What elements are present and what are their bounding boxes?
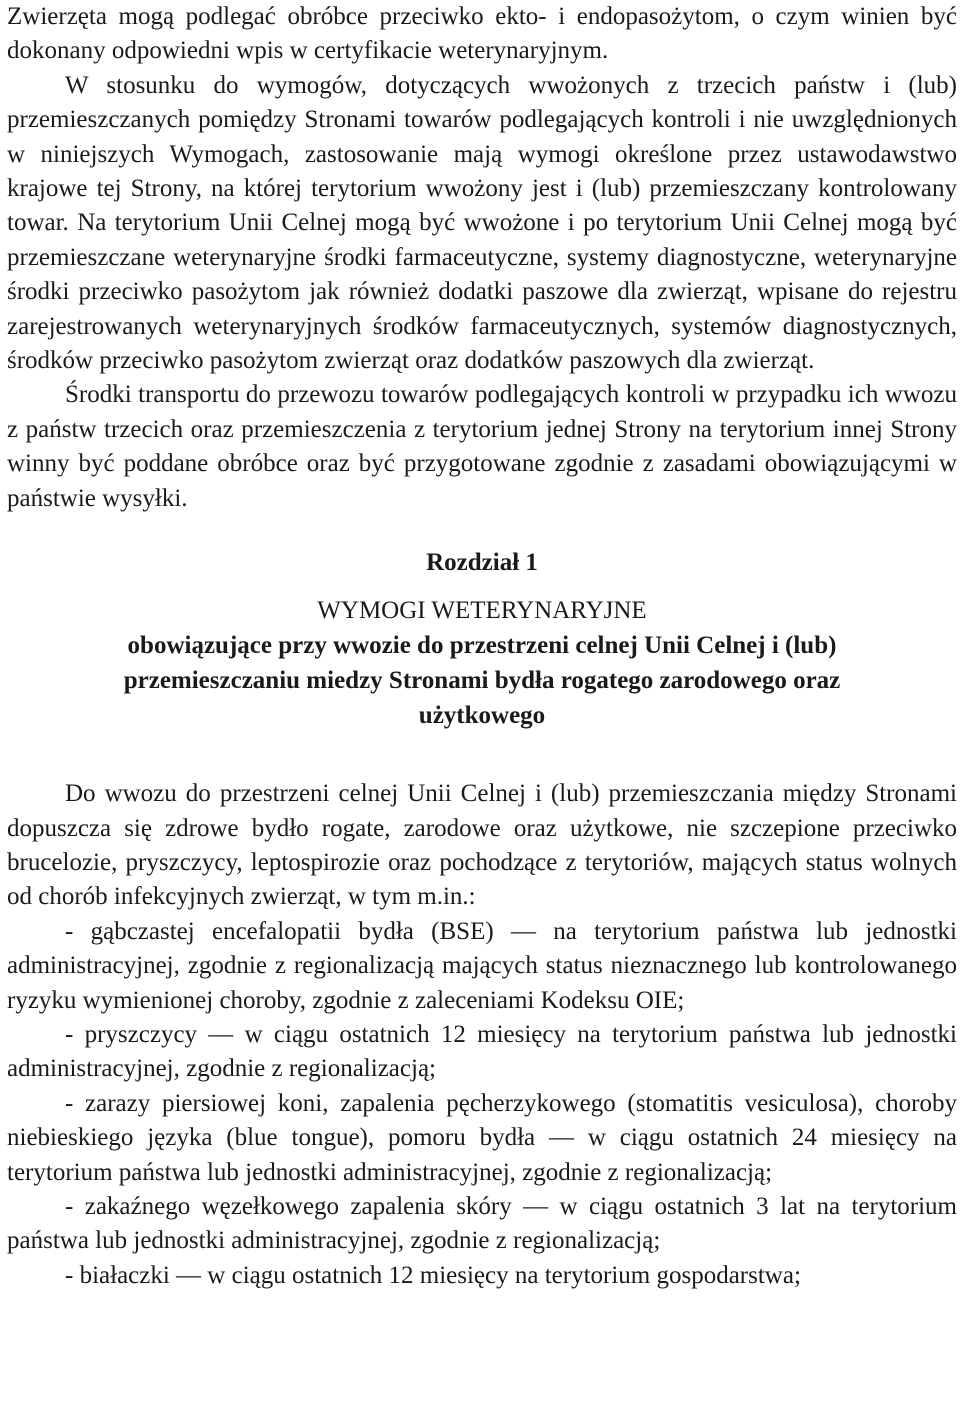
list-item-leukosis: - białaczki — w ciągu ostatnich 12 miesięcy na terytorium gospodarstwa; bbox=[65, 1261, 801, 1289]
list-item-lumpy-skin: - zakaźnego węzełkowego zapalenia skóry — w ciągu ostatnich 3 lat na terytorium państwa lub jednostki administracyjnej, zgodnie z regionalizacją; bbox=[7, 1192, 957, 1255]
list-item-vesicular: - zarazy piersiowej koni, zapalenia pęcherzykowego (stomatitis vesiculosa), choroby niebieskiego języka (blue tongue), pomoru bydła — w ciągu ostatnich 24 miesięcy na terytorium państwa lub jednostki administracyjnej, zgodnie z regionalizacją; bbox=[7, 1089, 957, 1186]
paragraph-admission-conditions: Do wwozu do przestrzeni celnej Unii Celnej i (lub) przemieszczania między Stronami dopuszcza się zdrowe bydło rogate, zarodowe oraz użytkowe, nie szczepione przeciwko brucelozie, pryszczycy, leptospirozie oraz pochodzące z terytoriów, mających status wolnych od chorób infekcyjnych zwierząt, w tym m.in.: bbox=[7, 780, 957, 911]
chapter-heading bbox=[7, 546, 957, 733]
chapter-number: Rozdział 1 bbox=[426, 549, 538, 577]
list-item-bse: - gąbczastej encefalopatii bydła (BSE) — na terytorium państwa lub jednostki administracyjnej, zgodnie z regionalizacją mających status nieznacznego lub kontrolowanego ryzyku wymienionej choroby, zgodnie z zaleceniami Kodeksu OIE; bbox=[7, 917, 957, 1014]
paragraph-transport: Środki transportu do przewozu towarów podlegających kontroli w przypadku ich wwozu z państw trzecich oraz przemieszczenia z terytorium jednej Strony na terytorium innej Strony winny być poddane obróbce oraz być przygotowane zgodnie z zasadami obowiązującymi w państwie wysyłki. bbox=[7, 381, 957, 512]
chapter-title: WYMOGI WETERYNARYJNE bbox=[317, 597, 647, 625]
paragraph-parasites: Zwierzęta mogą podlegać obróbce przeciwko ekto- i endopasożytom, o czym winien być dokonany odpowiedni wpis w certyfikacie weterynaryjnym. bbox=[7, 3, 957, 65]
chapter-subtitle: obowiązujące przy wwozie do przestrzeni celnej Unii Celnej i (lub) przemieszczaniu miedzy Stronami bydła rogatego zarodowego oraz użytkowego bbox=[123, 632, 841, 730]
paragraph-national-requirements: W stosunku do wymogów, dotyczących wwożonych z trzecich państw i (lub) przemieszczanych pomiędzy Stronami towarów podlegających kontroli i nie uwzględnionych w niniejszych Wymogach, zastosowanie mają wymogi określone przez ustawodawstwo krajowe tej Strony, na której terytorium wwożony jest i (lub) przemieszczany kontrolowany towar. Na terytorium Unii Celnej mogą być wwożone i po terytorium Unii Celnej mogą być przemieszczane weterynaryjne środki farmaceutyczne, systemy diagnostyczne, weterynaryjne środki przeciwko pasożytom jak również dodatki paszowe dla zwierząt, wpisane do rejestru zarejestrowanych weterynaryjnych środków farmaceutycznych, systemów diagnostycznych, środków przeciwko pasożytom zwierząt oraz dodatków paszowych dla zwierząt. bbox=[7, 71, 957, 375]
list-item-fmd: - pryszczycy — w ciągu ostatnich 12 miesięcy na terytorium państwa lub jednostki administracyjnej, zgodnie z regionalizacją; bbox=[7, 1020, 957, 1083]
document-page bbox=[7, 0, 957, 1293]
